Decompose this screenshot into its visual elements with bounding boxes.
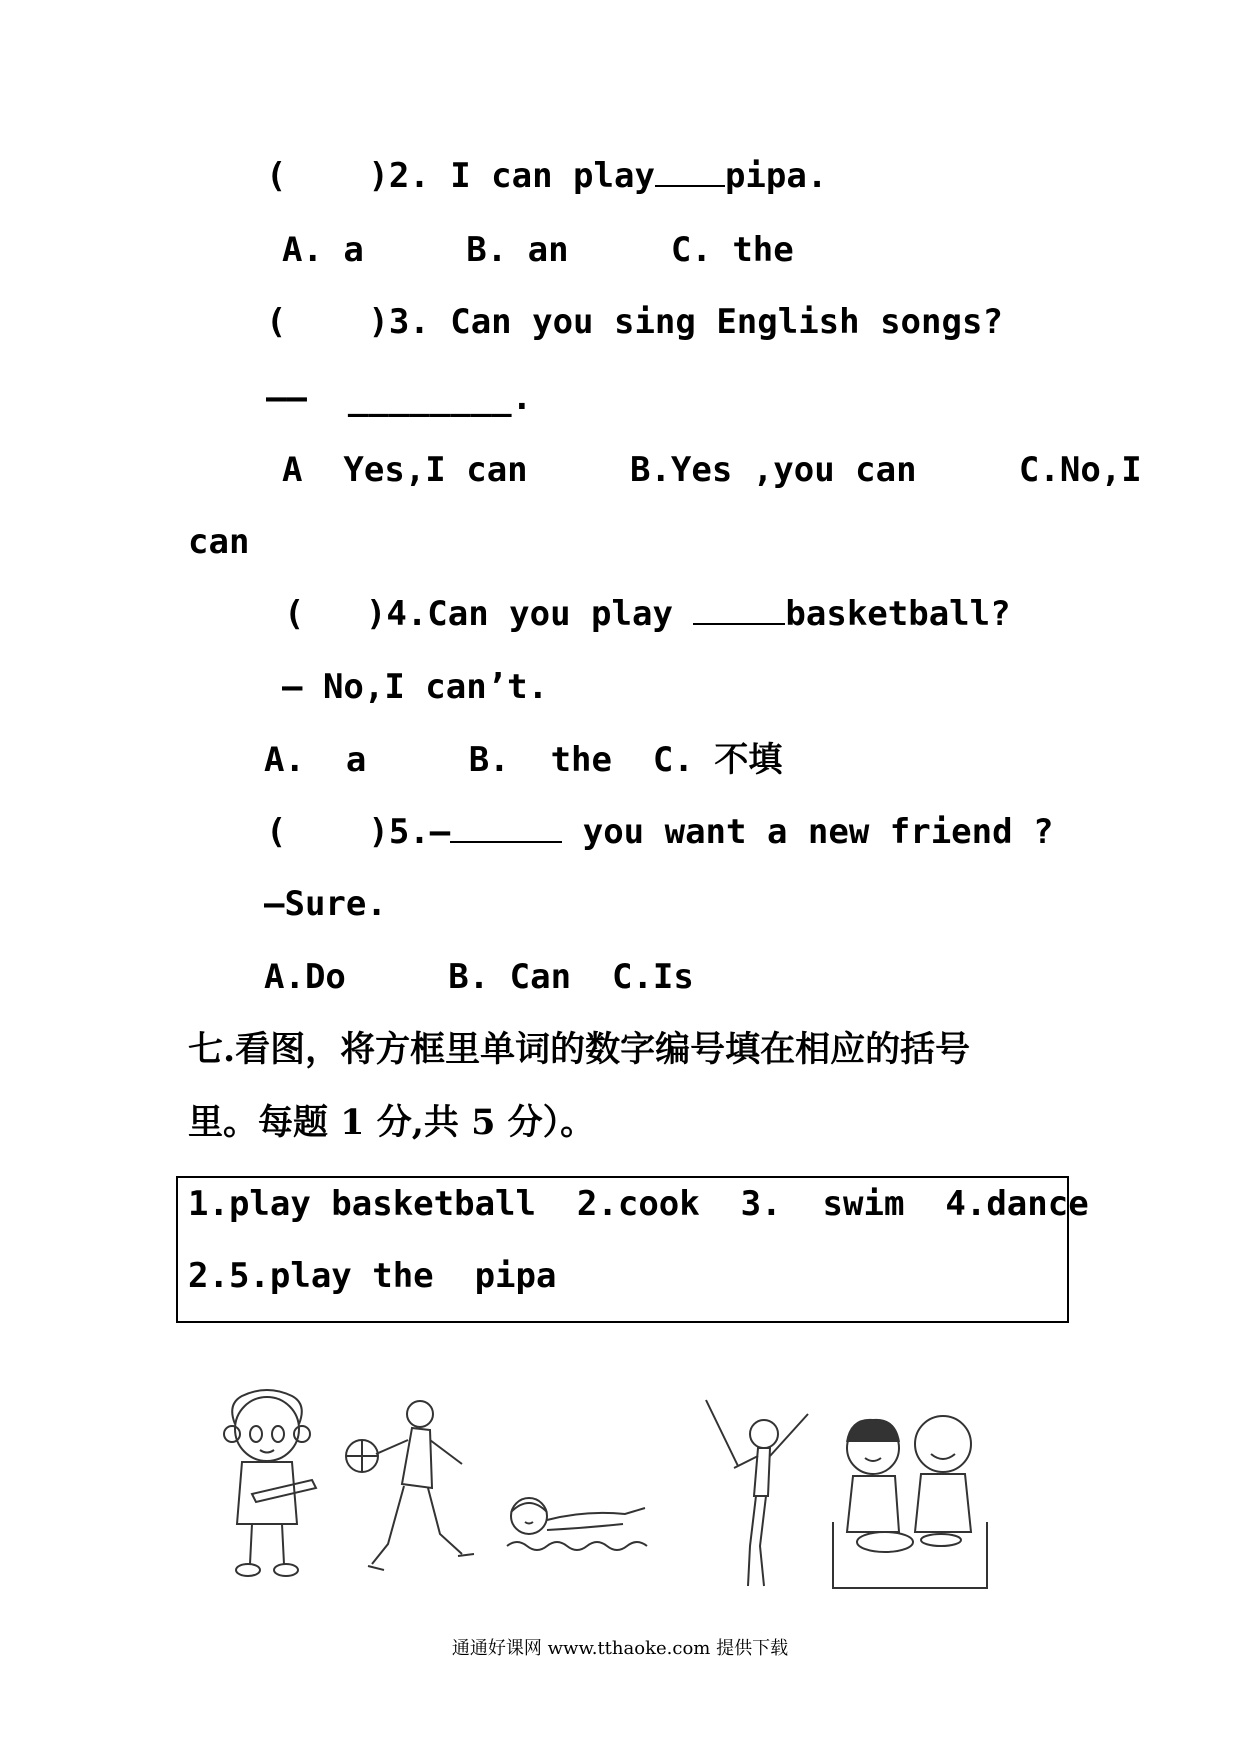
section-title-line1: 七.看图，将方框里单词的数字编号填在相应的括号 [188,1029,971,1070]
answer-blank [450,813,562,843]
question-4-options: A. a B. the C. 不填 [264,740,783,780]
answer-blank [693,595,785,625]
question-5-options: A.Do B. Can C.Is [264,957,694,997]
question-2-options: A. a B. an C. the [282,230,794,270]
question-3-stem: ( )3. Can you sing English songs? [266,302,1003,342]
word-box-line2: 2.5.play the pipa [188,1256,557,1296]
question-3-options: A Yes,I can B.Yes ,you can C.No,I [282,450,1142,490]
question-4-answer: — No,I can’t. [282,667,549,707]
swimmer-picture [505,1490,660,1560]
section-title-line2: 里。每题 1 分,共 5 分）。 [188,1102,596,1143]
question-3-options-wrap: can [188,522,250,562]
question-4-stem: ( )4.Can you play basketball? [284,594,1011,634]
boys-cooking-picture [825,1392,995,1592]
question-3-answer: —— ________. [266,378,533,418]
question-5-answer: —Sure. [264,884,387,924]
dancer-picture [698,1396,818,1592]
word-box-line1: 1.play basketball 2.cook 3. swim 4.dance [188,1184,1089,1224]
basketball-player-picture [332,1384,502,1584]
girl-pipa-picture [212,1384,322,1584]
question-5-stem: ( )5.— you want a new friend ? [266,812,1054,852]
answer-blank [655,157,725,187]
footer-source: 通通好课网 www.tthaoke.com 提供下载 [451,1638,789,1659]
question-2-stem: ( )2. I can play pipa. [266,156,828,196]
